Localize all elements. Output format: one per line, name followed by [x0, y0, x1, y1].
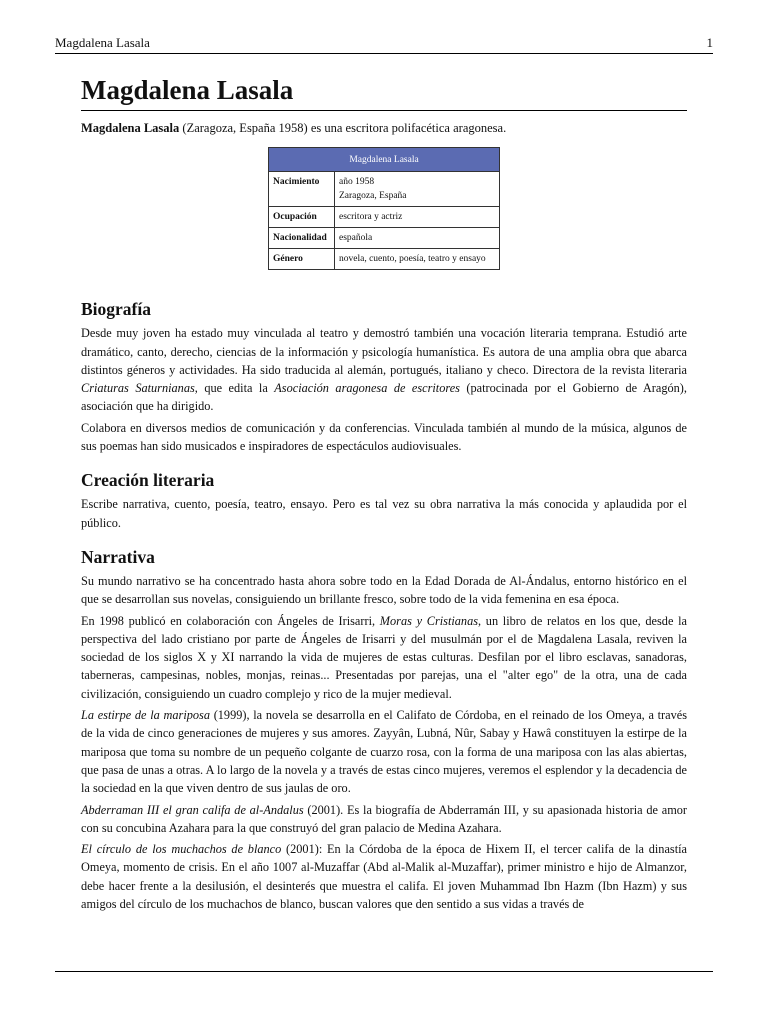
- text-run: Desde muy joven ha estado muy vinculada al teatro y demostró también una vocación literaria temprana. Estudió arte dramático, canto, derecho, ciencias de la información y psicología humanística. Es autora de una amplia obra que abarca distintos géneros y actividades. Ha sido traducida al alemán, portugués, italiano y checo. Directora de la revista literaria: [81, 326, 687, 377]
- text-run: (1999), la novela se desarrolla en el Califato de Córdoba, en el reinado de los Omeya, a través de la vida de cinco generaciones de mujeres y sus amores. Zayyân, Lubná, Nûr, Sabay y Hawâ constituyen la estirpe de la mariposa que toma su nombre de un pequeño colgante de cuarzo rosa, con la forma de una mariposa con las alas abiertas, que pasa de unas a otras. A lo largo de la novela y a través de estas cinco mujeres, veremos el esplendor y la decadencia de la sociedad en la que viven dentro de sus jaulas de oro.: [81, 708, 687, 796]
- birth-place: Zaragoza, España: [339, 191, 407, 202]
- paragraph: [81, 324, 687, 415]
- infobox-key: Nacionalidad: [269, 228, 335, 249]
- section-creacion-literaria: [81, 469, 687, 532]
- infobox-value: novela, cuento, poesía, teatro y ensayo: [335, 249, 500, 270]
- paragraph: [81, 706, 687, 797]
- book-title: Moras y Cristianas: [379, 613, 479, 628]
- infobox-value: escritora y actriz: [335, 207, 500, 228]
- paragraph: [81, 840, 687, 913]
- text-run: En 1998 publicó en colaboración con Ángeles de Irisarri,: [81, 613, 380, 628]
- page-title: Magdalena Lasala: [81, 74, 687, 111]
- lead-text: (Zaragoza, España 1958) es una escritora polifacética aragonesa.: [179, 121, 507, 135]
- infobox-value: [335, 172, 500, 207]
- infobox-row-nacimiento: [269, 172, 500, 207]
- text-run: (2001): En la Córdoba de la época de Hixem II, el tercer califa de la dinastía Omeya, momento de crisis. En el año 1007 al-Muzaffar (Abd al-Malik al-Muzaffar), primer ministro e hijo de Almanzor, debe hacer frente a la desilusión, el desinterés que muestra el califa. El joven Muhammad Ibn Hazm (Ibn Hazm) y sus amigos del círculo de los muchachos de blanco, buscan valores que den sentido a sus vidas a través de: [81, 842, 687, 912]
- infobox: [268, 147, 500, 270]
- book-title: Abderraman III el gran califa de al-Andalus: [81, 802, 304, 817]
- infobox-row-ocupacion: [269, 207, 500, 228]
- text-run: , un libro de relatos en los que, desde la perspectiva del lado cristiano por parte de Ángeles de Irisarri y del musulmán por el de Magdalena Lasala, reviven la sociedad de los siglos X y XI narrando la vida de mujeres de estas culturas. Desfilan por el libro esclavas, sanadoras, taberneras, campesinas, nobles, monjas, reinas... Presentadas por parejas, una el "alter ego" de la otra, una de cada civilización, consiguiendo un cuadro complejo y rico de la mujer medieval.: [81, 613, 687, 701]
- lead-paragraph: [81, 119, 687, 137]
- infobox-row-genero: [269, 249, 500, 270]
- infobox-row-nacionalidad: [269, 228, 500, 249]
- running-title: Magdalena Lasala: [55, 35, 150, 50]
- page-number: 1: [706, 35, 713, 50]
- infobox-key: Género: [269, 249, 335, 270]
- section-narrativa: [81, 546, 687, 913]
- paragraph: [81, 612, 687, 703]
- section-heading: Narrativa: [81, 546, 155, 567]
- association-name: Asociación aragonesa de escritores: [274, 381, 460, 396]
- book-title: La estirpe de la mariposa: [81, 708, 210, 723]
- birth-year: año 1958: [339, 177, 375, 188]
- page-footer-rule: [55, 971, 713, 972]
- article: [81, 74, 687, 913]
- paragraph: Escribe narrativa, cuento, poesía, teatro, ensayo. Pero es tal vez su obra narrativa la más conocida y aplaudida por el público.: [81, 497, 687, 530]
- paragraph: [81, 801, 687, 838]
- text-run: (2001). Es la biografía de Abderramán III, y su apasionada historia de amor con su concubina Azahara para la que construyó del gran palacio de Medina Azahara.: [81, 802, 688, 835]
- infobox-key: Nacimiento: [269, 172, 335, 207]
- page-header: [55, 35, 713, 54]
- text-run: , que edita la: [194, 381, 275, 396]
- paragraph: Su mundo narrativo se ha concentrado hasta ahora sobre todo en la Edad Dorada de Al-Ándalus, entorno histórico en el que se desarrollan sus novelas, consiguiendo un brillante fresco, sobre todo de la vida femenina en esa época.: [81, 573, 687, 607]
- infobox-caption: Magdalena Lasala: [269, 148, 500, 172]
- infobox-key: Ocupación: [269, 207, 335, 228]
- section-biografia: [81, 298, 687, 455]
- section-heading: Creación literaria: [81, 470, 215, 491]
- section-heading: Biografía: [81, 299, 151, 320]
- paragraph: Colabora en diversos medios de comunicación y da conferencias. Vinculada también al mundo de la música, algunos de sus poemas han sido musicados e inspiradores de espectáculos audiovisuales.: [81, 420, 687, 454]
- infobox-value: española: [335, 228, 500, 249]
- text-run: (patrocinada por el Gobierno de Aragón), asociación que ha dirigido.: [81, 381, 687, 414]
- magazine-title: Criaturas Saturnianas: [81, 381, 195, 396]
- book-title: El círculo de los muchachos de blanco: [81, 842, 282, 857]
- lead-name: Magdalena Lasala: [81, 121, 180, 135]
